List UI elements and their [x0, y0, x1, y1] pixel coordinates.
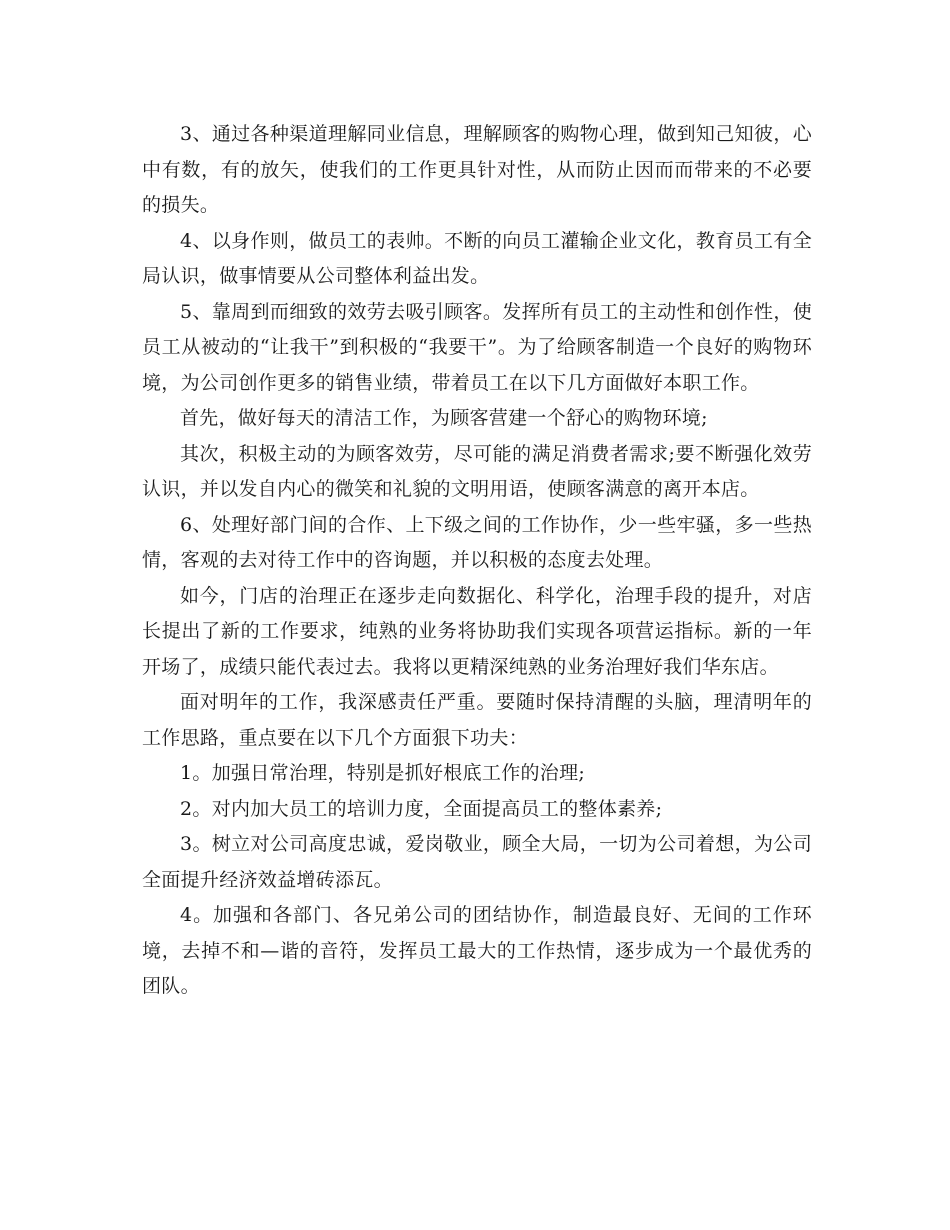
paragraph-4: 首先，做好每天的清洁工作，为顾客营建一个舒心的购物环境; [180, 407, 708, 429]
paragraph-11: 3。树立对公司高度忠诚，爱岗敬业，顾全大局，一切为公司着想，为公司全面提升经济效益增砖添瓦。 [142, 833, 812, 891]
paragraph-6: 6、处理好部门间的合作、上下级之间的工作协作，少一些牢骚，多一些热情，客观的去对待工作中的咨询题，并以积极的态度去处理。 [142, 513, 812, 571]
document-body [142, 117, 812, 1005]
paragraph-9: 1。加强日常治理，特别是抓好根底工作的治理; [180, 762, 586, 784]
paragraph-7: 如今，门店的治理正在逐步走向数据化、科学化，治理手段的提升，对店长提出了新的工作要求，纯熟的业务将协助我们实现各项营运指标。新的一年开场了，成绩只能代表过去。我将以更精深纯熟的业务治理好我们华东店。 [142, 584, 812, 678]
paragraph-10: 2。对内加大员工的培训力度，全面提高员工的整体素养; [180, 797, 663, 820]
paragraph-12: 4。加强和各部门、各兄弟公司的团结协作，制造最良好、无间的工作环境，去掉不和—谐的音符，发挥员工最大的工作热情，逐步成为一个最优秀的团队。 [142, 904, 812, 997]
paragraph-5: 其次，积极主动的为顾客效劳，尽可能的满足消费者需求;要不断强化效劳认识，并以发自内心的微笑和礼貌的文明用语，使顾客满意的离开本店。 [142, 442, 812, 500]
paragraph-8: 面对明年的工作，我深感责任严重。要随时保持清醒的头脑，理清明年的工作思路，重点要在以下几个方面狠下功夫： [142, 691, 812, 749]
paragraph-1: 3、通过各种渠道理解同业信息，理解顾客的购物心理，做到知己知彼，心中有数，有的放矢，使我们的工作更具针对性，从而防止因而而带来的不必要的损失。 [142, 123, 812, 216]
paragraph-2: 4、以身作则，做员工的表帅。不断的向员工灌输企业文化，教育员工有全局认识，做事情要从公司整体利益出发。 [142, 229, 812, 287]
paragraph-3: 5、靠周到而细致的效劳去吸引顾客。发挥所有员工的主动性和创作性，使员工从被动的“让我干”到积极的“我要干”。为了给顾客制造一个良好的购物环境，为公司创作更多的销售业绩，带着员工在以下几方面做好本职工作。 [142, 300, 812, 394]
